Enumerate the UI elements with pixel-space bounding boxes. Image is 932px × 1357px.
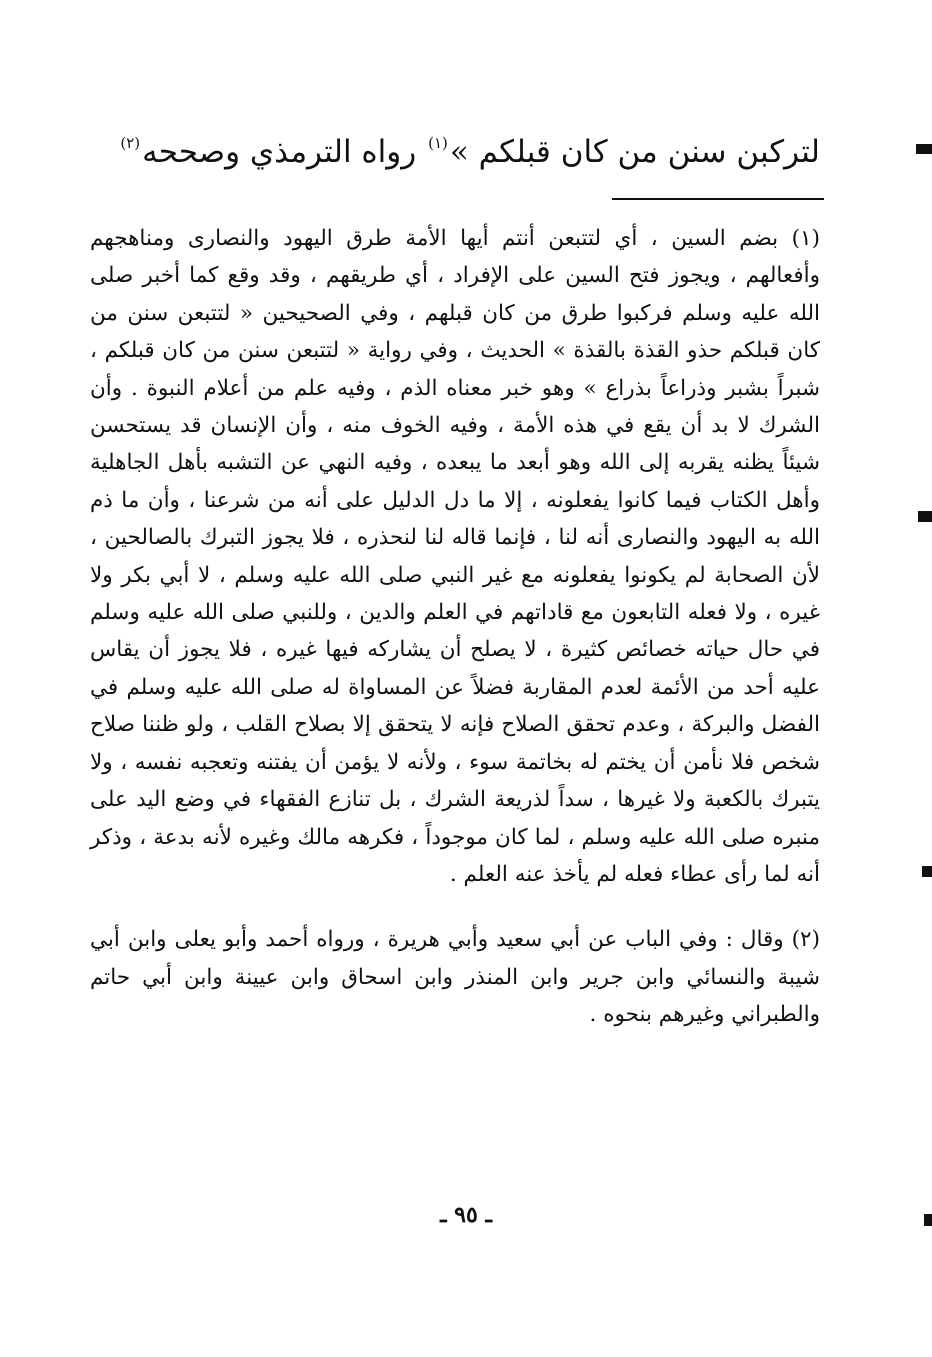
footnote-separator-rule <box>612 198 824 200</box>
footnote-ref-1: (١) <box>428 134 448 152</box>
footnote-1: (١) بضم السين ، أي لتتبعن أنتم أيها الأمة طرق اليهود والنصارى ومناهجهم وأفعالهم ، ويجوز فتح السين على الإفراد ، أي طريقهم ، وقد وقع كما أخبر صلى الله عليه وسلم فركبوا طرق من كان قبلهم ، وفي الصحيحين « لتتبعن سنن من كان قبلكم حذو القذة بالقذة » الحديث ، وفي رواية « لتتبعن سنن من كان قبلكم ، شبراً بشبر وذراعاً بذراع » وهو خبر معناه الذم ، وفيه علم من أعلام النبوة . وأن الشرك لا بد أن يقع في هذه الأمة ، وفيه الخوف منه ، وأن الإنسان قد يستحسن شيئاً يظنه يقربه إلى الله وهو أبعد ما يبعده ، وفيه النهي عن التشبه بأهل الجاهلية وأهل الكتاب فيما كانوا يفعلونه ، إلا ما دل الدليل على أنه من شرعنا ، وأن ما ذم الله به اليهود والنصارى أنه لنا ، فإنما قاله لنا لنحذره ، فلا يجوز التبرك بالصالحين ، لأن الصحابة لم يكونوا يفعلونه مع غير النبي صلى الله عليه وسلم ، لا أبي بكر ولا غيره ، ولا فعله التابعون مع قاداتهم في العلم والدين ، وللنبي صلى الله عليه وسلم في حال حياته خصائص كثيرة ، لا يصلح أن يشاركه فيها غيره ، فلا يجوز أن يقاس عليه أحد من الأئمة لعدم المقاربة فضلاً عن المساواة له صلى الله عليه وسلم في الفضل والبركة ، وعدم تحقق الصلاح فإنه لا يتحقق إلا بصلاح القلب ، ولو ظننا صلاح شخص فلا نأمن أن يختم له بخاتمة سوء ، ولأنه لا يؤمن أن يفتنه وتعجبه نفسه ، ولا يتبرك بالكعبة ولا غيرها ، سداً لذريعة الشرك ، بل تنازع الفقهاء في وضع اليد على منبره صلى الله عليه وسلم ، لما كان موجوداً ، فكرهه مالك وغيره لأنه بدعة ، وذكر أنه لما رأى عطاء فعله لم يأخذ عنه العلم . <box>90 226 820 887</box>
page-number: ـ ٩٥ ـ <box>440 1202 492 1228</box>
scan-edge-mark <box>922 866 932 877</box>
main-text-after: رواه الترمذي وصححه <box>142 134 427 170</box>
footnotes-block <box>90 220 820 1034</box>
scan-edge-mark <box>916 144 932 154</box>
main-text-before: لتركبن سنن من كان قبلكم » <box>449 134 820 170</box>
scan-edge-mark <box>924 1214 932 1226</box>
footnote-ref-2: (٢) <box>120 134 141 152</box>
scan-edge-mark <box>918 511 932 522</box>
main-text-line <box>120 118 820 177</box>
footnote-2: (٢) وقال : وفي الباب عن أبي سعيد وأبي هريرة ، ورواه أحمد وأبو يعلى وابن أبي شيبة والنسائي وابن جرير وابن المنذر وابن اسحاق وابن عيينة وابن أبي حاتم والطبراني وغيرهم بنحوه . <box>90 927 820 1028</box>
